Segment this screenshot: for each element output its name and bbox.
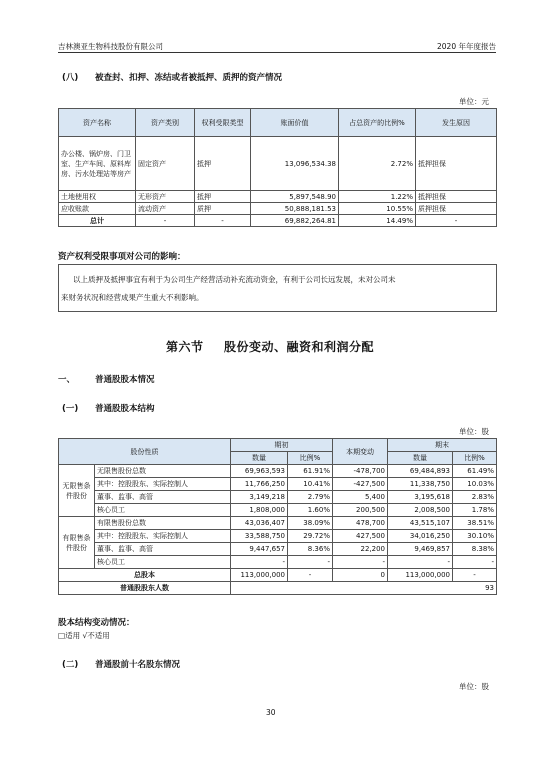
asset-category: 固定资产 xyxy=(136,137,195,191)
impact-text-line1: 以上质押及抵押事宜有利于为公司生产经营活动补充流动资金，有利于公司长远发展，未对公司未 xyxy=(73,275,396,284)
total-end-qty: 113,000,000 xyxy=(388,569,453,582)
col-asset-name: 资产名称 xyxy=(59,109,136,137)
reason: 抵押担保 xyxy=(416,137,497,191)
begin-qty: 1,808,000 xyxy=(231,504,288,517)
asset-name: 办公楼、锅炉房、门卫室、生产车间、原料库房、污水处理站等房产 xyxy=(59,137,136,191)
begin-ratio: 61.91% xyxy=(288,465,333,478)
table-header-row xyxy=(59,439,497,452)
end-qty: 43,515,107 xyxy=(388,517,453,530)
row-label: 其中：控股股东、实际控制人 xyxy=(95,478,231,491)
begin-qty: 3,149,218 xyxy=(231,491,288,504)
restriction-type: 抵押 xyxy=(195,137,251,191)
table-row xyxy=(59,530,497,543)
col-share-nature: 股份性质 xyxy=(59,439,231,465)
col-book-value: 账面价值 xyxy=(251,109,339,137)
table-row xyxy=(59,137,497,191)
asset-name: 应收账款 xyxy=(59,203,136,215)
holders-value: 93 xyxy=(231,582,497,595)
restriction-type: 质押 xyxy=(195,203,251,215)
end-ratio: 1.78% xyxy=(453,504,497,517)
part1-title: 普通股股本情况 xyxy=(95,375,155,385)
row-label: 董事、监事、高管 xyxy=(95,491,231,504)
section8-number: (八) xyxy=(62,73,79,83)
end-ratio: 30.10% xyxy=(453,530,497,543)
sub2-title: 普通股前十名股东情况 xyxy=(95,660,181,670)
reason: 质押担保 xyxy=(416,203,497,215)
book-value: 50,888,181.53 xyxy=(251,203,339,215)
part1-number: 一、 xyxy=(58,375,76,385)
end-ratio: 2.83% xyxy=(453,491,497,504)
total-type: - xyxy=(195,215,251,227)
col-end-qty: 数量 xyxy=(388,452,453,465)
share-structure-table xyxy=(58,438,497,595)
holders-label: 普通股股东人数 xyxy=(59,582,231,595)
table-row xyxy=(59,491,497,504)
asset-category: 无形资产 xyxy=(136,191,195,203)
asset-ratio: 2.72% xyxy=(339,137,416,191)
total-share-label: 总股本 xyxy=(59,569,231,582)
section8-title: 被查封、扣押、冻结或者被抵押、质押的资产情况 xyxy=(95,73,283,83)
change-qty: 200,500 xyxy=(333,504,388,517)
col-period-end: 期末 xyxy=(388,439,497,452)
row-label: 有限售股份总数 xyxy=(95,517,231,530)
row-label: 核心员工 xyxy=(95,504,231,517)
col-asset-ratio: 占总资产的比例% xyxy=(339,109,416,137)
begin-ratio: 29.72% xyxy=(288,530,333,543)
col-period-begin: 期初 xyxy=(231,439,333,452)
change-qty: 427,500 xyxy=(333,530,388,543)
col-period-change: 本期变动 xyxy=(333,439,388,465)
total-ratio: 14.49% xyxy=(339,215,416,227)
total-end-ratio: - xyxy=(453,569,497,582)
reason: 抵押担保 xyxy=(416,191,497,203)
asset-name: 土地使用权 xyxy=(59,191,136,203)
begin-ratio: 38.09% xyxy=(288,517,333,530)
total-category: - xyxy=(136,215,195,227)
end-ratio: 38.51% xyxy=(453,517,497,530)
end-ratio: 10.03% xyxy=(453,478,497,491)
col-restriction-type: 权利受限类型 xyxy=(195,109,251,137)
total-begin-qty: 113,000,000 xyxy=(231,569,288,582)
end-ratio: 61.49% xyxy=(453,465,497,478)
change-qty: -478,700 xyxy=(333,465,388,478)
table-row xyxy=(59,556,497,569)
asset-ratio: 10.55% xyxy=(339,203,416,215)
begin-qty: 43,036,407 xyxy=(231,517,288,530)
header-company: 吉林澳亚生物科技股份有限公司 xyxy=(58,42,163,51)
begin-qty: 11,766,250 xyxy=(231,478,288,491)
table-total-row xyxy=(59,569,497,582)
sub2-number: (二) xyxy=(62,660,79,670)
total-reason: - xyxy=(416,215,497,227)
end-qty: 9,469,857 xyxy=(388,543,453,556)
table-row xyxy=(59,504,497,517)
sub1-unit: 单位：股 xyxy=(459,427,489,436)
book-value: 5,897,548.90 xyxy=(251,191,339,203)
end-ratio: - xyxy=(453,556,497,569)
header-rule xyxy=(58,52,496,53)
chapter-number: 第六节 xyxy=(166,340,204,354)
row-label: 无限售股份总数 xyxy=(95,465,231,478)
asset-category: 流动资产 xyxy=(136,203,195,215)
change-qty: 22,200 xyxy=(333,543,388,556)
table-header-row xyxy=(59,109,497,137)
end-qty: 34,016,250 xyxy=(388,530,453,543)
asset-ratio: 1.22% xyxy=(339,191,416,203)
sub1-title: 普通股股本结构 xyxy=(95,404,155,414)
total-label: 总计 xyxy=(59,215,136,227)
begin-ratio: 1.60% xyxy=(288,504,333,517)
chapter-title: 股份变动、融资和利润分配 xyxy=(224,340,375,354)
begin-qty: - xyxy=(231,556,288,569)
col-reason: 发生原因 xyxy=(416,109,497,137)
change-qty: - xyxy=(333,556,388,569)
total-change: 0 xyxy=(333,569,388,582)
section8-unit: 单位：元 xyxy=(459,97,489,106)
table-row xyxy=(59,478,497,491)
sub1-number: (一) xyxy=(62,404,79,414)
begin-qty: 69,963,593 xyxy=(231,465,288,478)
group-label-restricted: 有限售条件股份 xyxy=(59,517,95,569)
end-qty: 11,338,750 xyxy=(388,478,453,491)
book-value: 13,096,534.38 xyxy=(251,137,339,191)
row-label: 其中：控股股东、实际控制人 xyxy=(95,530,231,543)
impact-box xyxy=(58,264,497,312)
end-qty: 69,484,893 xyxy=(388,465,453,478)
table-row xyxy=(59,543,497,556)
table-row xyxy=(59,191,497,203)
table-row xyxy=(59,517,497,530)
begin-ratio: 8.36% xyxy=(288,543,333,556)
impact-text-line2: 来财务状况和经营成果产生重大不利影响。 xyxy=(61,293,204,302)
col-begin-qty: 数量 xyxy=(231,452,288,465)
begin-ratio: - xyxy=(288,556,333,569)
change-title: 股本结构变动情况： xyxy=(58,618,135,628)
row-label: 董事、监事、高管 xyxy=(95,543,231,556)
total-begin-ratio: - xyxy=(288,569,333,582)
end-ratio: 8.38% xyxy=(453,543,497,556)
end-qty: - xyxy=(388,556,453,569)
begin-ratio: 10.41% xyxy=(288,478,333,491)
header-report: 2020 年年度报告 xyxy=(437,42,496,51)
change-qty: 5,400 xyxy=(333,491,388,504)
group-label-unrestricted: 无限售条件股份 xyxy=(59,465,95,517)
col-asset-category: 资产类别 xyxy=(136,109,195,137)
begin-qty: 9,447,657 xyxy=(231,543,288,556)
table-row xyxy=(59,203,497,215)
table-total-row xyxy=(59,215,497,227)
change-qty: -427,500 xyxy=(333,478,388,491)
begin-qty: 33,588,750 xyxy=(231,530,288,543)
end-qty: 3,195,618 xyxy=(388,491,453,504)
col-begin-ratio: 比例% xyxy=(288,452,333,465)
restricted-assets-table xyxy=(58,108,497,227)
sub2-unit: 单位：股 xyxy=(459,682,489,691)
change-qty: 478,700 xyxy=(333,517,388,530)
holders-row xyxy=(59,582,497,595)
row-label: 核心员工 xyxy=(95,556,231,569)
impact-title: 资产权利受限事项对公司的影响： xyxy=(58,252,186,262)
begin-ratio: 2.79% xyxy=(288,491,333,504)
restriction-type: 抵押 xyxy=(195,191,251,203)
page-number: 30 xyxy=(266,708,276,717)
col-end-ratio: 比例% xyxy=(453,452,497,465)
total-value: 69,882,264.81 xyxy=(251,215,339,227)
end-qty: 2,008,500 xyxy=(388,504,453,517)
change-options: □适用 √不适用 xyxy=(58,631,110,640)
table-row xyxy=(59,465,497,478)
